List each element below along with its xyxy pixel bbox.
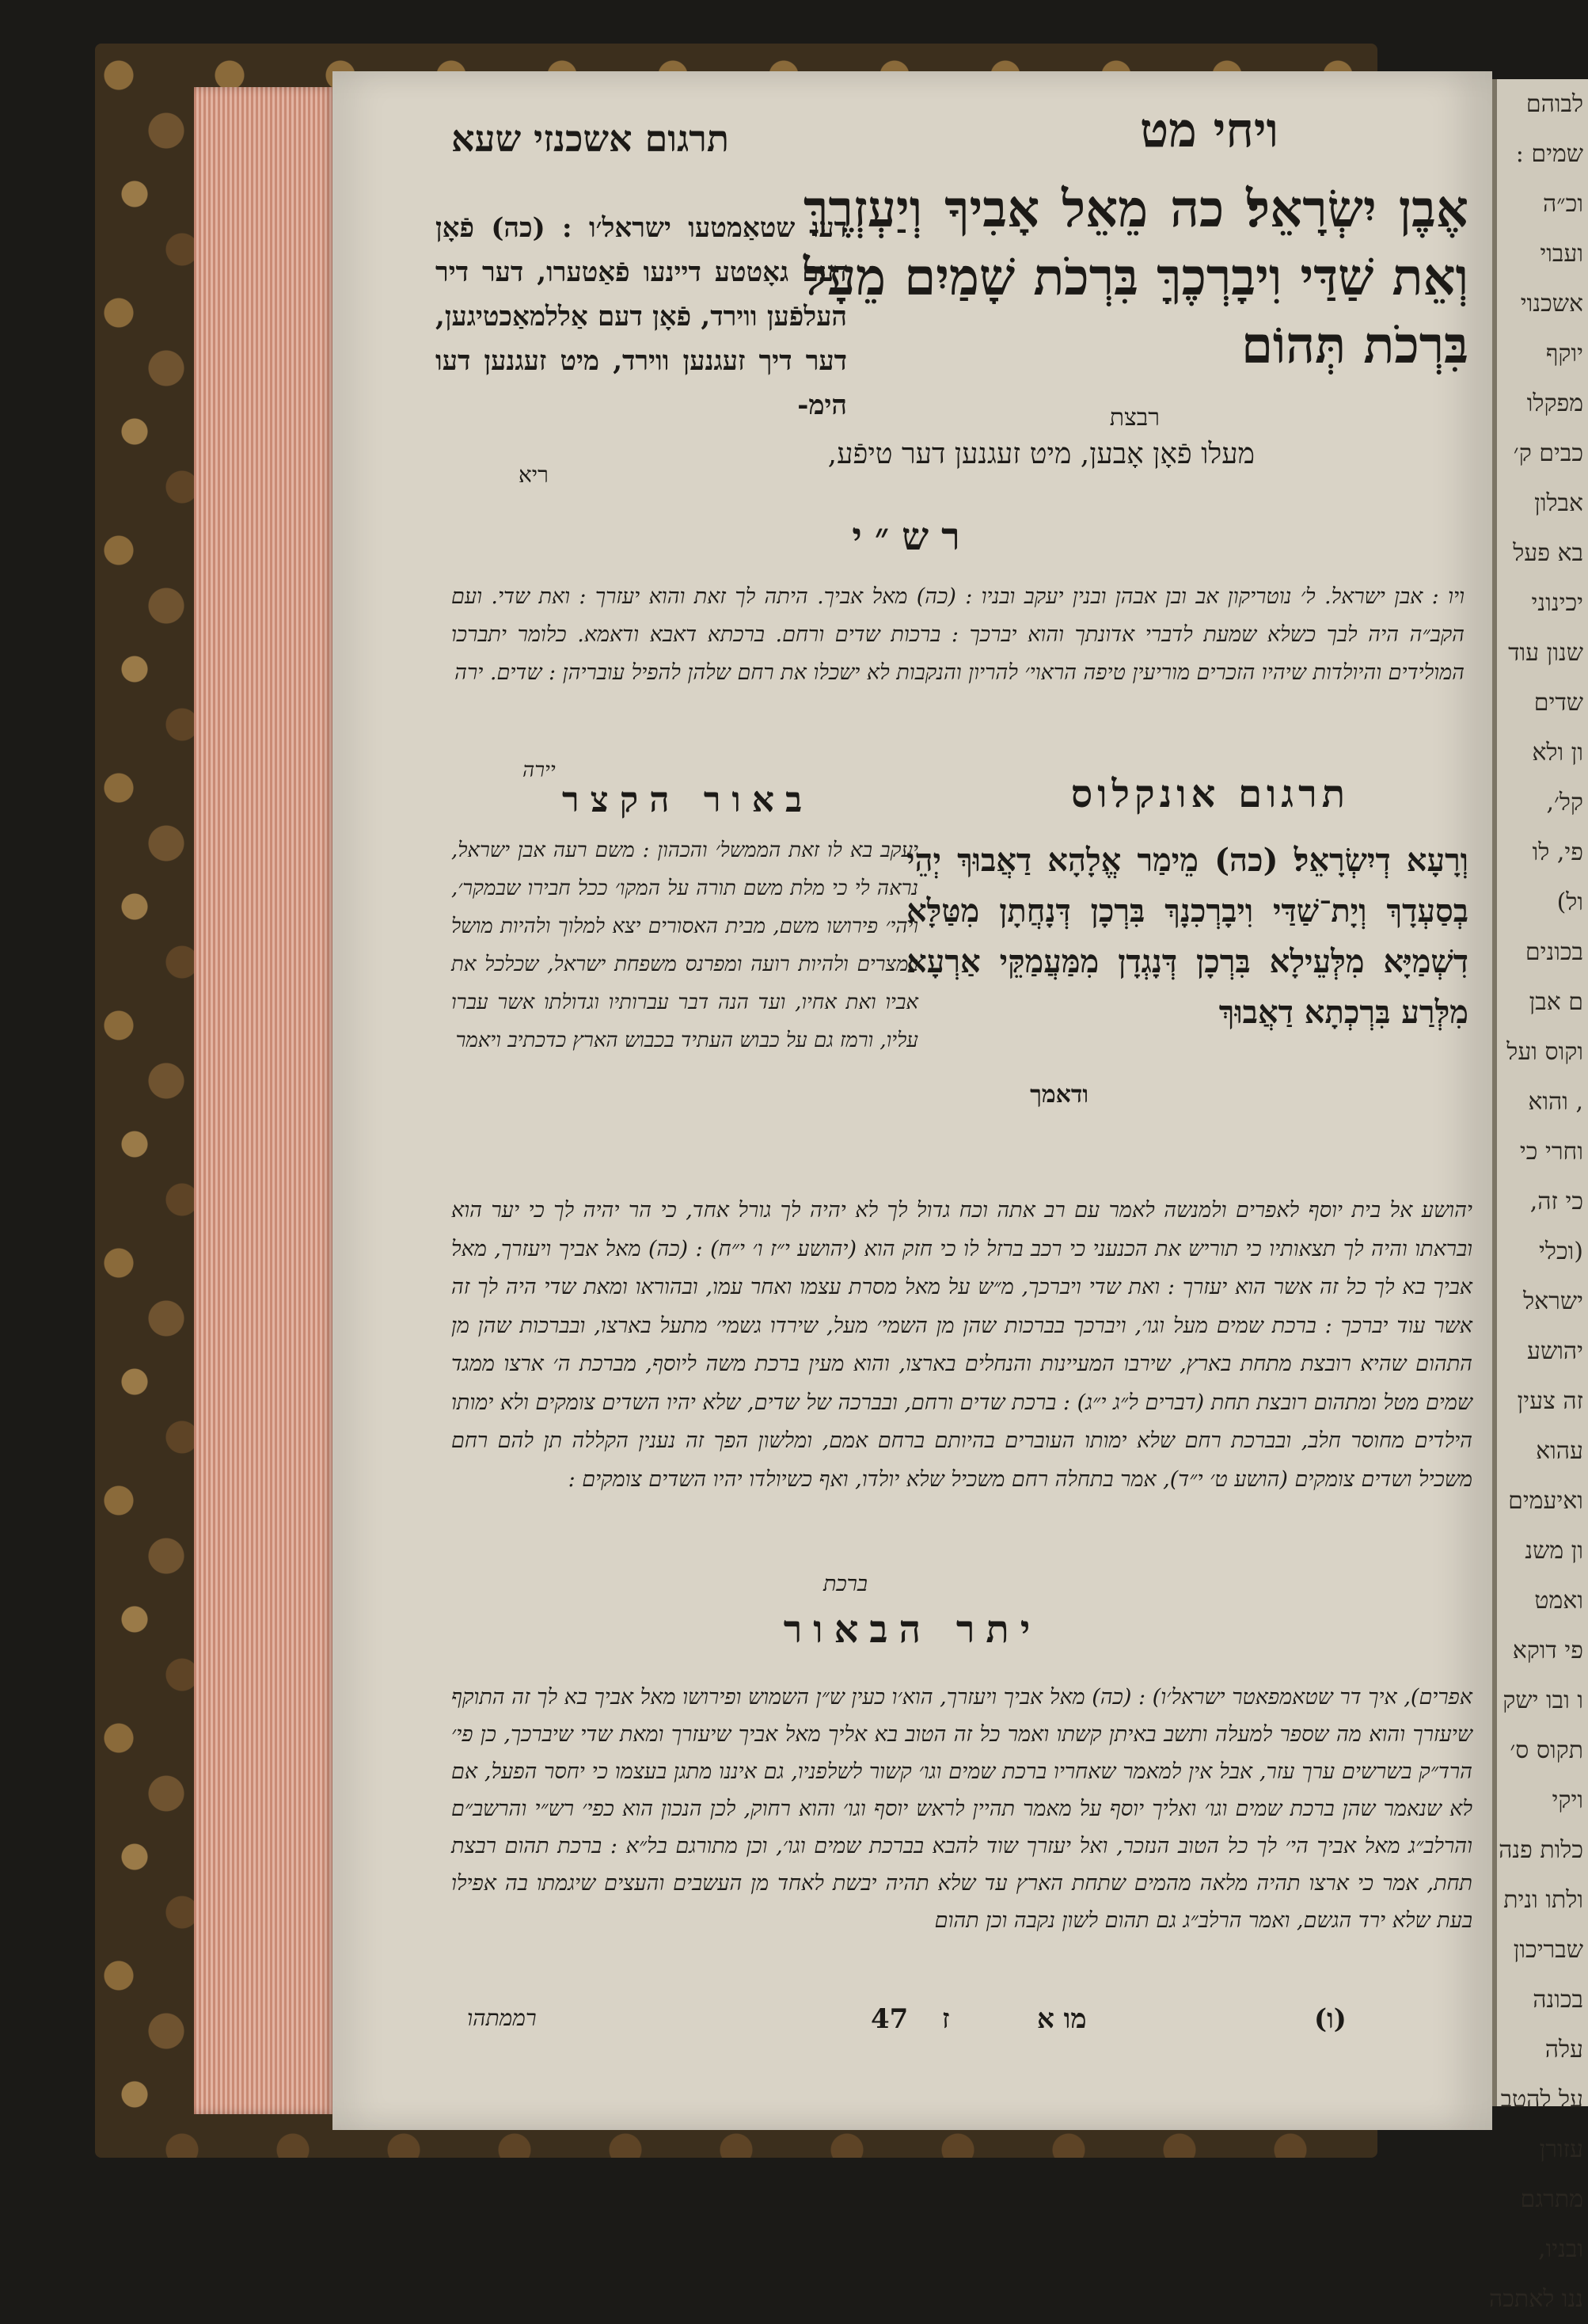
- yiddish-translation: דעו שטאַמטעו ישראל׳ו : (כה) פֿאָן דעם גאָטטע דיינעו פֿאַטערו, דער דיר העלפֿען ווירד, פֿאָן דעם אַללמאַכטיגען, דער דיך זעגנען ווירד, מיט זעגנען דעו הימ-: [435, 212, 847, 421]
- facing-page-fragment: זה צעין: [1517, 1387, 1583, 1415]
- facing-page-fragment: שבריכון: [1513, 1936, 1583, 1964]
- facing-page-fragment: כבים ק׳: [1513, 439, 1583, 467]
- facing-page-fragment: כי זה,: [1529, 1188, 1583, 1215]
- yeter-habiur-text: אפרים), איך דר שטאמפאטר ישראל׳ו) : (כה) מאל אביך ויעזרך, הוא׳ו כעין ש״ן השמוש ופירושו מאל אביך בא לך זה התוקף שיעזרך והוא מה שספר למעלה ותשב באיתן קשתו ואמר כל זה הטוב בא אליך מאל אביך שיעזרך ומאת שדי שיברכך, כן פי׳ הרד״ק בשרשים ערך עזר, אבל אין למאמר שאחריו ברכת שמים וגו׳ קשור לשלפניו, גם איננו מתגן בעצמו כי יחסר הפעל, אם לא שנאמר שהן ברכת שמים וגו׳ ואליך יוסף על מאמר תהיין לראש יוסף וגו׳ והוא רחוק, לכן הנכון הוא כפי׳ רש״י והרשב״ם והרלב״ג מאל אביך הי׳ לך כל הטוב הנזכר, ואל יעזרך שוד להבא בברכת שמים וגו׳, וכן מתורגם בל״א : ברכת תהום רבצת תחת, אמר כי ארצו תהיה מלאה מהמים שתחת הארץ עד שלא תהיה יבשת לאחד מן העשבים והעצים שיגמתו בה אפילו בעת שלא ירד הגשם, ואמר הרלב״ג גם תהום לשון נקבה וכן תהום: [451, 1685, 1472, 1933]
- facing-page-fragment: ואיעמים: [1508, 1487, 1583, 1515]
- facing-page-fragment: מתרגם: [1520, 2185, 1583, 2213]
- verse-continuation: מעלו פֿאָן אָבען, מיט זעגנען דער טיפֿע,: [827, 438, 1255, 470]
- onkelos-text: וְרָעָא דְיִשְׂרָאֵל׃ (כה) מֵימַר אֱלָהָא דַאֲבוּךְ יְהֵי בְסַעְדָךְ וְיָת־שַׁדַּי וִיבָרְכִנָךְ בִּרְכָן דְּנָחֲתָן מִטַּלָּא דִשְׁמַיָּא מִלְּעֵילָא בִּרְכָן דְּנָגְדָן מִמַּעֲמַקֵּי אַרְעָא מִלְּרַע בִּרְכְתָא דַאֲבוּךְ: [906, 842, 1468, 1031]
- facing-page-fragment: אשכנוי: [1520, 290, 1583, 318]
- facing-page-fragment: וכ״ה: [1543, 190, 1583, 218]
- facing-page-fragment: (וכלי: [1539, 1238, 1583, 1265]
- biur-katzar-text: יעקב בא לו זאת הממשל׳ והכהון : משם רעה אבן ישראל, נראה לי כי מלת משם תורה על המקו׳ ככל חבירו שבמקר׳, ויהי׳ פירושו משם, מבית האסורים יצא למלוך ולהיות מושל במצרים ולהיות רועה ומפרנס משפחת ישראל, שכלכל את אביו ואת אחיו, ועד הנה דבר עברותיו וגדולתו אשר עברו עליו, ורמז גם על כבוש העתיד בכבוש הארץ כדכתיב ויאמר: [451, 839, 918, 1052]
- footer-catchword: רממתהו: [467, 2005, 537, 2031]
- facing-page-fragment: , והוא: [1528, 1088, 1583, 1116]
- facing-page-fragment: אבלון: [1534, 489, 1583, 517]
- onkelos-catchword: ודאמך: [1030, 1081, 1088, 1109]
- page-footer: [451, 2003, 1347, 2043]
- facing-page-fragment: וחרי כי: [1519, 1138, 1583, 1166]
- facing-page-fragment: על להטב: [1500, 2086, 1583, 2113]
- yeter-habiur-heading: יתר הבאור: [783, 1607, 1042, 1652]
- page-edges: [194, 87, 336, 2114]
- signature-mark-b: מו א: [1037, 2003, 1087, 2035]
- signature-mark-c: (ו): [1314, 2003, 1347, 2035]
- facing-page-fragment: כלות פנה: [1499, 1836, 1583, 1864]
- page-header-column-title: תרגום אשכנזי שעא: [451, 117, 729, 160]
- facing-page-fragment: תקוס ס׳: [1510, 1736, 1583, 1764]
- page-number: 47: [871, 2003, 909, 2035]
- facing-page-fragment: שדים: [1533, 689, 1583, 717]
- facing-page-fragment: ול): [1556, 888, 1583, 916]
- facing-page-fragment: פי דוקא: [1512, 1637, 1583, 1664]
- facing-page-text-fragments: [1489, 79, 1588, 2324]
- facing-page-fragment: עלה: [1544, 2036, 1583, 2063]
- facing-page-fragment: ובניו,: [1538, 2235, 1583, 2263]
- signature-mark-a: ז: [942, 2003, 950, 2035]
- facing-page-fragment: שמים :: [1515, 140, 1583, 168]
- facing-page-fragment: פי, לו: [1532, 839, 1583, 866]
- facing-page-fragment: ולתו ונית: [1503, 1886, 1583, 1914]
- verse-catchword: רבצת: [1109, 404, 1160, 432]
- facing-page-fragment: קל׳,: [1546, 789, 1583, 816]
- facing-page-fragment: וקוס ועל: [1506, 1038, 1583, 1066]
- facing-page-fragment: ון ולא: [1532, 739, 1583, 766]
- facing-page-fragment: שנון עוד: [1508, 639, 1583, 667]
- facing-page-fragment: בכונים: [1525, 938, 1583, 966]
- book-page: [332, 71, 1492, 2130]
- facing-page-fragment: עזורן: [1539, 2136, 1583, 2163]
- rashi-commentary: ויו : אבן ישראל. ל׳ נוטריקון אב ובן אבהן ובנין יעקב ובניו : (כה) מאל אביך. היתה לך זאת והוא יעזרך : ואת שדי. ועם הקב״ה היה לבך כשלא שמעת לדברי אדונתך והוא יברכך : ברכות שדים ורחם. ברכתא דאבא ודאמא. כלומר יתברכו המולידים והיולדות שיהיו הזכרים מוריעין טיפה הראוי׳ להריון והנקבות לא ישכלו את רחם שלהן להפיל עובריהן : שדים. ירה: [451, 584, 1465, 685]
- biur-katzar-heading: באור הקצר: [562, 780, 814, 820]
- page-header-parasha: ויחי מט: [1139, 103, 1278, 158]
- facing-page-fragment: בכונה: [1533, 1986, 1583, 2014]
- rashi-catchword: יירה: [522, 759, 556, 782]
- facing-page-fragment: לבוהם: [1525, 90, 1583, 118]
- facing-page-fragment: ון משנ: [1525, 1537, 1583, 1565]
- yiddish-catchword: ריא: [519, 462, 549, 488]
- facing-page-fragment: ם אבן: [1529, 988, 1583, 1016]
- facing-page-fragment: יכינוני: [1531, 589, 1583, 617]
- facing-page-fragment: ואמט: [1534, 1587, 1583, 1615]
- commentary-catchword: ברכת: [823, 1572, 868, 1596]
- facing-page-fragment: יוקף: [1545, 340, 1583, 367]
- facing-page-fragment: ישראל: [1523, 1288, 1583, 1315]
- onkelos-heading: תרגום אונקלוס: [1070, 772, 1350, 816]
- facing-page-fragment: ויקי: [1552, 1786, 1583, 1814]
- facing-page-fragment: ננו לאתכה: [1489, 2285, 1583, 2313]
- facing-page-fragment: ו ובו ישק: [1503, 1687, 1583, 1714]
- facing-page-fragment: בא פעל: [1513, 539, 1583, 567]
- facing-page-fragment: יהושע: [1526, 1337, 1583, 1365]
- facing-page-fragment: ועבוי: [1540, 240, 1583, 268]
- facing-page-fragment: מפקלו: [1526, 390, 1583, 417]
- main-commentary: יהושע אל בית יוסף לאפרים ולמנשה לאמר עם רב אתה וכח גדול לך לא יהיה לך גורל אחד, כי הר יהיה לך כי יער הוא ובראתו והיה לך תצאותיו כי תוריש את הכנעני כי רכב ברזל לו כי חזק הוא (יהושע י״ז ו׳ י״ח) : (כה) מאל אביך ויעזרך, מאל אביך בא לך כל זה אשר הוא יעזרך : ואת שדי ויברכך, מ״ש על מאל מסרת עצמו ואחר עמו, ובהוראו ומאת שדי היה לך זה אשר עוד יברכך : ברכת שמים מעל וגו׳, ויברכך בברכות שהן מן השמי׳ מעל, שירדו גשמי׳ מתעל בארצו, ובברכות שהן מן התהום שהיא רובצת מתחת בארץ, שירבו המעיינות והנחלים בארצו, והוא מעין ברכת משה ליוסף, מברכת ה׳ ארצו ממגד שמים מטל ומתהום רובצת תחת (דברים ל״ג י״ג) : ברכת שדים ורחם, ובברכה של שדים, שלא יהיו השדים צומקים ולא ימותו הילדים מחוסר חלב, ובברכת רחם שלא ימותו העוברים בהיותם ברחם אמם, ומלשון הפך זה נענין הקללה תן להם רחם משכיל ושדים צומקים (הושע ט׳ י״ד), אמר בתחלה רחם משכיל שלא יולדו, ואף כשיולדו יהיו השדים צומקים :: [451, 1198, 1472, 1492]
- facing-page-edge: [1489, 79, 1588, 2313]
- verse-text: אֶבֶן יִשְׂרָאֵל׃ כה מֵאֵל אָבִיךָ וְיַעְזְרֶךָּ וְאֵת שַׁדַּי וִיבָרְכֶךָּ בִּרְכֹת שָׁמַיִם מֵעָל בִּרְכֹת תְּהוֹם: [803, 180, 1468, 375]
- facing-page-fragment: עהוא: [1536, 1437, 1583, 1465]
- rashi-heading: רש״י: [852, 515, 973, 559]
